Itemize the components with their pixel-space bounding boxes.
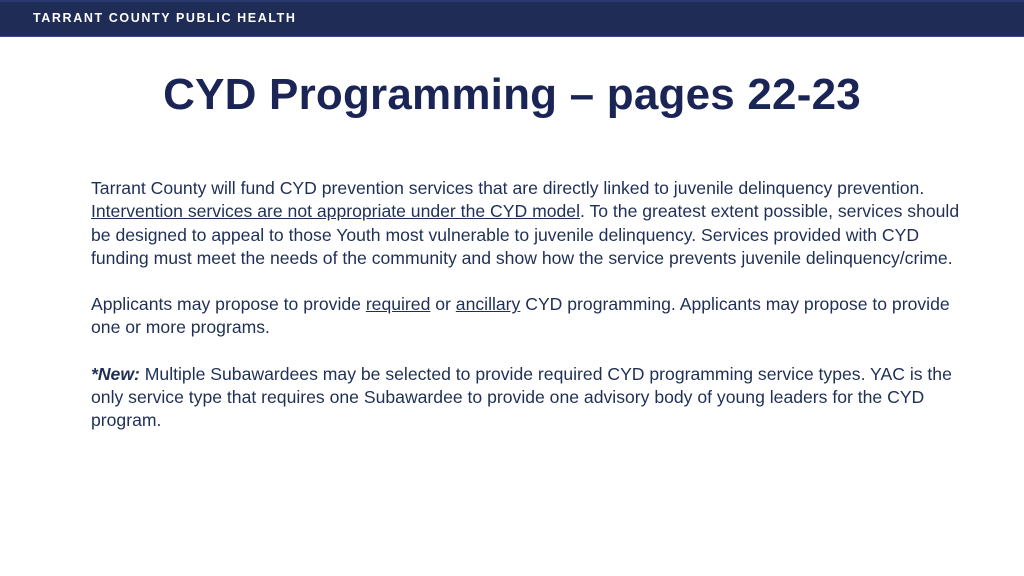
p1-underlined-text: Intervention services are not appropriate under the CYD model [91, 201, 580, 222]
p3-text: Multiple Subawardees may be selected to provide required CYD programming service types. YAC is the only service type that requires one Subawardee to provide one advisory body of young leaders for the CYD program. [91, 363, 952, 431]
p2-text-a: Applicants may propose to provide [91, 294, 366, 315]
p1-text-a: Tarrant County will fund CYD prevention services that are directly linked to juvenile delinquency prevention. [91, 178, 925, 198]
paragraph-funding [91, 177, 981, 270]
ancillary-term: ancillary [455, 294, 521, 315]
new-label: *New: [91, 363, 140, 384]
required-term: required [365, 294, 431, 315]
p1-text-b: . To the greatest extent possible, services should be designed to appeal to those Youth most vulnerable to juvenile delinquency. Services provided with CYD funding must meet the needs of the community and show how the service prevents juvenile delinquency/crime. [91, 201, 960, 268]
paragraph-applicants [91, 293, 981, 340]
p2-text-or: or [430, 294, 456, 315]
org-name: TARRANT COUNTY PUBLIC HEALTH [33, 11, 297, 25]
slide-title: CYD Programming – pages 22-23 [163, 70, 861, 119]
p2-text-b: CYD programming. Applicants may propose to provide one or more programs. [91, 294, 950, 338]
paragraph-new [91, 363, 981, 433]
header-divider [0, 36, 1024, 37]
header-bar [0, 0, 1024, 36]
slide-body [91, 177, 981, 456]
